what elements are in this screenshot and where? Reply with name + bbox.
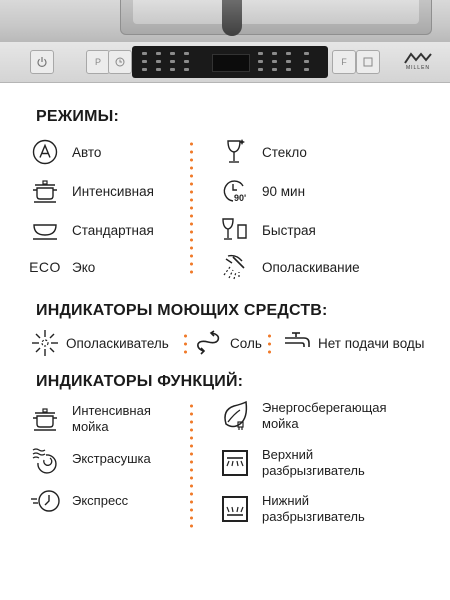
- auto-icon: [28, 137, 62, 167]
- clock-90-text: 90': [234, 193, 247, 203]
- panel-display: [132, 46, 328, 78]
- indicator-salt: [192, 328, 262, 358]
- extra-dry-icon: [28, 444, 62, 474]
- indicator-label: Ополаскиватель: [66, 335, 169, 351]
- clock-90-icon: [218, 176, 252, 206]
- tap-icon: [280, 328, 314, 358]
- indicator-label: Нет подачи воды: [318, 335, 425, 351]
- mode-label: Стекло: [262, 144, 307, 160]
- digital-screen: [212, 54, 250, 72]
- function-button: F: [332, 50, 356, 74]
- mode-rinse: [218, 252, 360, 282]
- clock-icon: [115, 57, 125, 67]
- mode-label: Стандартная: [72, 222, 154, 238]
- control-panel: [0, 42, 450, 83]
- power-icon: [36, 56, 48, 68]
- function-label: Верхний разбрызгиватель: [262, 447, 365, 478]
- rinse-aid-icon: [28, 328, 62, 358]
- dotted-divider: [190, 402, 193, 532]
- function-energy-saving: [218, 400, 387, 432]
- function-label: Экстрасушка: [72, 451, 151, 466]
- power-button: [30, 50, 54, 74]
- function-label: Энергосберегающая мойка: [262, 400, 387, 431]
- mode-label: Авто: [72, 144, 102, 160]
- dotted-divider: [268, 332, 271, 356]
- pot-icon: [28, 176, 62, 206]
- pot-icon: [28, 404, 62, 434]
- brand-logo: [398, 52, 438, 76]
- indicator-rinse-aid: [28, 328, 169, 358]
- function-lower-spray: [218, 493, 365, 525]
- function-label: Нижний разбрызгиватель: [262, 493, 365, 524]
- functions-heading: ИНДИКАТОРЫ ФУНКЦИЙ:: [36, 373, 244, 390]
- function-extra-dry: [28, 444, 151, 474]
- function-label: Экспресс: [72, 493, 129, 508]
- mode-quick: [218, 215, 316, 245]
- program-button: P: [86, 50, 110, 74]
- mode-90-min: [218, 176, 305, 206]
- spray-button: [356, 50, 380, 74]
- spray-icon: [363, 57, 373, 67]
- bowl-icon: [28, 215, 62, 245]
- energy-leaf-icon: [218, 401, 252, 431]
- upper-spray-icon: [218, 448, 252, 478]
- dotted-divider: [184, 332, 187, 356]
- dish-basket: [120, 0, 432, 35]
- function-label: Интенсивная мойка: [72, 403, 151, 434]
- mode-label: Эко: [72, 259, 96, 275]
- indicator-label: Соль: [230, 335, 262, 351]
- mode-label: Быстрая: [262, 222, 316, 238]
- glass-icon: [218, 137, 252, 167]
- indicator-no-water: [280, 328, 425, 358]
- detergent-heading: ИНДИКАТОРЫ МОЮЩИХ СРЕДСТВ:: [36, 302, 328, 319]
- mode-auto: [28, 137, 101, 167]
- mode-label: 90 мин: [262, 183, 306, 199]
- express-clock-icon: [28, 486, 62, 516]
- salt-icon: [192, 328, 226, 358]
- basket-handle: [222, 0, 242, 36]
- modes-heading: РЕЖИМЫ:: [36, 108, 120, 125]
- mode-label: Интенсивная: [72, 183, 154, 199]
- mode-glass: [218, 137, 307, 167]
- quick-glasses-icon: [218, 215, 252, 245]
- function-upper-spray: [218, 447, 365, 479]
- lower-spray-icon: [218, 494, 252, 524]
- function-intensive: [28, 403, 151, 435]
- delay-button: [108, 50, 132, 74]
- mode-intensive: [28, 176, 154, 206]
- eco-icon-text: ECO: [29, 259, 61, 275]
- millen-logo-icon: [404, 52, 432, 64]
- brand-name: MILLEN: [405, 65, 431, 71]
- mode-standard: [28, 215, 154, 245]
- mode-eco: [28, 252, 95, 282]
- dishwasher-top: [0, 0, 450, 43]
- function-express: [28, 486, 128, 516]
- dotted-divider: [190, 140, 193, 275]
- eco-icon: [28, 252, 62, 282]
- rinse-shower-icon: [218, 252, 252, 282]
- mode-label: Ополаскивание: [262, 259, 360, 275]
